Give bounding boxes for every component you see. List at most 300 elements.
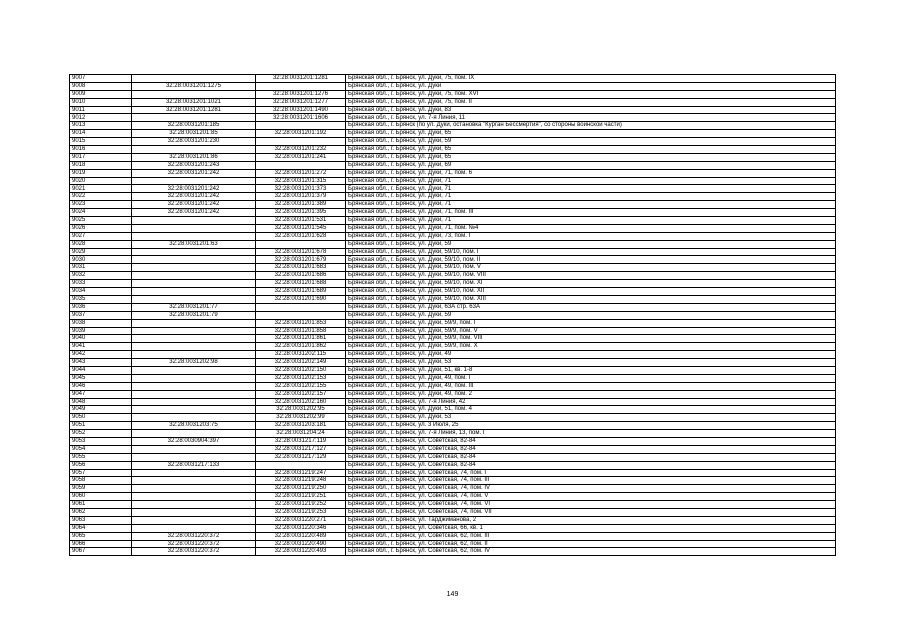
land-cadastral-number: 32:28:0031201:242 [132,169,256,177]
land-cadastral-number [132,351,256,359]
table-row [70,272,836,280]
row-number: 9010 [70,98,132,106]
land-cadastral-number [132,256,256,264]
row-number: 9043 [70,359,132,367]
table-row [70,445,836,453]
table-row [70,327,836,335]
address: Брянская обл., г. Брянск, ул. Дуки, 59/9, пом. I [346,319,836,327]
building-cadastral-number: 32:28:0031202:155 [256,382,346,390]
building-cadastral-number: 32:28:0031201:1606 [256,114,346,122]
building-cadastral-number: 32:28:0031201:395 [256,209,346,217]
table-row [70,343,836,351]
land-cadastral-number: 32:28:0030904:397 [132,437,256,445]
row-number: 9055 [70,453,132,461]
table-row [70,485,836,493]
land-cadastral-number [132,146,256,154]
address: Брянская обл., г. Брянск, ул. Дуки, 49, пом. III [346,382,836,390]
building-cadastral-number: 32:28:0031202:150 [256,366,346,374]
table-row [70,422,836,430]
land-cadastral-number: 32:28:0031220:372 [132,540,256,548]
address: Брянская обл., г. Брянск, ул. Дуки, 49 [346,351,836,359]
row-number: 9050 [70,414,132,422]
row-number: 9026 [70,224,132,232]
land-cadastral-number [132,374,256,382]
row-number: 9014 [70,130,132,138]
building-cadastral-number: 32:28:0031219:253 [256,508,346,516]
land-cadastral-number [132,248,256,256]
table-row [70,224,836,232]
address: Брянская обл., г. Брянск, ул. Дуки, 59 [346,138,836,146]
land-cadastral-number [132,327,256,335]
row-number: 9024 [70,209,132,217]
building-cadastral-number [256,82,346,90]
address: Брянская обл., г. Брянск, ул. Дуки, 59 [346,311,836,319]
table-row [70,453,836,461]
address: Брянская обл., г. Брянск, ул. Дуки, 71, пом. 6 [346,169,836,177]
address: Брянская обл., г. Брянск, ул. Советская, 74, пом. V [346,493,836,501]
table-row [70,398,836,406]
address: Брянская обл., г. Брянск, ул. Советская, 82-84 [346,445,836,453]
row-number: 9046 [70,382,132,390]
address: Брянская обл., г. Брянск, ул. 7-я Линия, 11 [346,114,836,122]
address: Брянская обл., г. Брянск, ул. Дуки, 49, пом. I [346,374,836,382]
address: Брянская обл., г. Брянск, ул. Дуки, 75, пом. IX [346,75,836,83]
land-cadastral-number: 32:28:0031201:63 [132,240,256,248]
row-number: 9034 [70,288,132,296]
row-number: 9057 [70,469,132,477]
table-row [70,130,836,138]
table-row [70,303,836,311]
address: Брянская обл., г. Брянск, ул. Дуки, 59/10, пом. I [346,248,836,256]
building-cadastral-number: 32:28:0031201:862 [256,343,346,351]
row-number: 9033 [70,280,132,288]
land-cadastral-number [132,414,256,422]
row-number: 9056 [70,461,132,469]
table-row [70,114,836,122]
address: Брянская обл., г. Брянск, ул. Дуки, 71 [346,217,836,225]
land-cadastral-number [132,366,256,374]
land-cadastral-number [132,469,256,477]
building-cadastral-number: 32:28:0031202:95 [256,406,346,414]
table-row [70,374,836,382]
address: Брянская обл., г. Брянск, ул. Дуки, 83 [346,106,836,114]
page-number: 149 [446,591,459,598]
land-cadastral-number: 32:28:0031201:185 [132,122,256,130]
address: Брянская обл., г. Брянск, ул. 7-я Линия, 13, пом. I [346,430,836,438]
row-number: 9037 [70,311,132,319]
row-number: 9012 [70,114,132,122]
table-row [70,366,836,374]
table-row [70,122,836,130]
row-number: 9030 [70,256,132,264]
building-cadastral-number: 32:28:0031201:678 [256,248,346,256]
address: Брянская обл., г. Брянск, ул. Советская, 82-84 [346,453,836,461]
building-cadastral-number: 32:28:0031201:679 [256,256,346,264]
table-row [70,106,836,114]
address: Брянская обл., г. Брянск, ул. 3 Июля, 25 [346,422,836,430]
building-cadastral-number: 32:28:0031201:853 [256,319,346,327]
building-cadastral-number: 32:28:0031203:181 [256,422,346,430]
address: Брянская обл., г. Брянск, ул. Дуки, 71 [346,177,836,185]
row-number: 9063 [70,516,132,524]
land-cadastral-number: 32:28:0031201:1021 [132,98,256,106]
table-row [70,351,836,359]
address: Брянская обл., г. Брянск, ул. Дуки, 65 [346,146,836,154]
table-row [70,161,836,169]
address: Брянская обл., г. Брянск, ул. Советская, 74, пом. VI [346,501,836,509]
table-row [70,209,836,217]
land-cadastral-number: 32:28:0031201:1275 [132,82,256,90]
land-cadastral-number [132,224,256,232]
table-row [70,311,836,319]
table-row [70,82,836,90]
address: Брянская обл., г. Брянск, ул. Тарджиманова, 2 [346,516,836,524]
address: Брянская обл., г. Брянск, ул. Советская, 62, пом. II [346,540,836,548]
row-number: 9018 [70,161,132,169]
land-cadastral-number [132,264,256,272]
row-number: 9053 [70,437,132,445]
land-cadastral-number [132,232,256,240]
address: Брянская обл., г. Брянск, ул. Советская, 82-84 [346,437,836,445]
building-cadastral-number: 32:28:0031202:157 [256,390,346,398]
building-cadastral-number [256,303,346,311]
table-row [70,493,836,501]
address: Брянская обл., г. Брянск, ул. Дуки, 53 [346,359,836,367]
table-row [70,532,836,540]
building-cadastral-number: 32:28:0031220:271 [256,516,346,524]
land-cadastral-number: 32:28:0031203:75 [132,422,256,430]
land-cadastral-number: 32:28:0031202:98 [132,359,256,367]
address: Брянская обл., г. Брянск, ул. Дуки, 75, пом. XVI [346,90,836,98]
table-row [70,524,836,532]
land-cadastral-number: 32:28:0031220:372 [132,532,256,540]
building-cadastral-number: 32:28:0031217:129 [256,453,346,461]
address: Брянская обл., г. Брянск, ул. Дуки, 59/9, пом. VIII [346,335,836,343]
row-number: 9007 [70,75,132,83]
row-number: 9038 [70,319,132,327]
land-cadastral-number [132,90,256,98]
land-cadastral-number: 32:28:0031217:133 [132,461,256,469]
building-cadastral-number: 32:28:0031202:115 [256,351,346,359]
land-cadastral-number [132,524,256,532]
building-cadastral-number: 32:28:0031220:493 [256,548,346,556]
table-row [70,319,836,327]
address: Брянская обл., г. Брянск, ул. Дуки, 69 [346,161,836,169]
row-number: 9023 [70,201,132,209]
table-row [70,461,836,469]
address: Брянская обл., г. Брянск, ул. Дуки, 71 [346,201,836,209]
building-cadastral-number: 32:28:0031201:1490 [256,106,346,114]
land-cadastral-number [132,75,256,83]
land-cadastral-number [132,382,256,390]
address: Брянская обл., г. Брянск, ул. Советская, 66, кв. 1 [346,524,836,532]
land-cadastral-number: 32:28:0031201:86 [132,153,256,161]
address: Брянская обл., г. Брянск, ул. Дуки, 73, пом. I [346,232,836,240]
row-number: 9036 [70,303,132,311]
building-cadastral-number: 32:28:0031219:248 [256,477,346,485]
table-row [70,437,836,445]
building-cadastral-number: 32:28:0031201:1281 [256,75,346,83]
row-number: 9011 [70,106,132,114]
table-row [70,406,836,414]
building-cadastral-number: 32:28:0031201:379 [256,193,346,201]
table-row [70,295,836,303]
land-cadastral-number [132,272,256,280]
address: Брянская обл., г. Брянск, ул. Дуки, 59/9, пом. X [346,343,836,351]
land-cadastral-number [132,335,256,343]
building-cadastral-number: 32:28:0031201:545 [256,224,346,232]
building-cadastral-number: 32:28:0031201:241 [256,153,346,161]
table-row [70,240,836,248]
land-cadastral-number [132,445,256,453]
address: Брянская обл., г. Брянск, ул. Дуки, 59/9, пом. V [346,327,836,335]
row-number: 9049 [70,406,132,414]
building-cadastral-number: 32:28:0031201:373 [256,185,346,193]
row-number: 9065 [70,532,132,540]
address: Брянская обл., г. Брянск, ул. Советская, 62, пом. III [346,532,836,540]
address: Брянская обл., г. Брянск, ул. Дуки [346,82,836,90]
building-cadastral-number: 32:28:0031201:690 [256,295,346,303]
row-number: 9022 [70,193,132,201]
building-cadastral-number: 32:28:0031220:489 [256,532,346,540]
building-cadastral-number: 32:28:0031201:315 [256,177,346,185]
land-cadastral-number: 32:28:0031201:79 [132,311,256,319]
address: Брянская обл., г. Брянск, ул. Дуки, 53 [346,414,836,422]
building-cadastral-number: 32:28:0031201:192 [256,130,346,138]
building-cadastral-number: 32:28:0031204:24 [256,430,346,438]
address: Брянская обл., г. Брянск, ул. Советская, 74, пом. IV [346,485,836,493]
table-row [70,232,836,240]
land-cadastral-number [132,477,256,485]
address: Брянская обл., г. Брянск, ул. Дуки, 51, кв. 1-8 [346,366,836,374]
table-row [70,501,836,509]
table-row [70,280,836,288]
row-number: 9062 [70,508,132,516]
land-cadastral-number [132,516,256,524]
row-number: 9008 [70,82,132,90]
land-cadastral-number [132,343,256,351]
row-number: 9031 [70,264,132,272]
land-cadastral-number: 32:28:0031201:242 [132,193,256,201]
building-cadastral-number: 32:28:0031219:252 [256,501,346,509]
address: Брянская обл., г. Брянск, ул. Дуки, 71 [346,193,836,201]
address: Брянская обл., г. Брянск, ул. Дуки, 51, пом. 4 [346,406,836,414]
row-number: 9059 [70,485,132,493]
table-row [70,146,836,154]
building-cadastral-number: 32:28:0031201:628 [256,232,346,240]
table-row [70,138,836,146]
land-cadastral-number [132,390,256,398]
land-cadastral-number: 32:28:0031220:372 [132,548,256,556]
table-row [70,382,836,390]
building-cadastral-number: 32:28:0031220:490 [256,540,346,548]
registry-table-body [70,75,836,556]
building-cadastral-number [256,161,346,169]
table-row [70,201,836,209]
table-row [70,98,836,106]
land-cadastral-number [132,508,256,516]
table-row [70,169,836,177]
row-number: 9032 [70,272,132,280]
land-cadastral-number [132,295,256,303]
table-row [70,264,836,272]
building-cadastral-number [256,461,346,469]
building-cadastral-number: 32:28:0031201:683 [256,264,346,272]
table-row [70,90,836,98]
land-cadastral-number [132,288,256,296]
row-number: 9064 [70,524,132,532]
land-cadastral-number [132,398,256,406]
address: Брянская обл., г. Брянск, ул. Советская, 74, пом. I [346,469,836,477]
address: Брянская обл., г. Брянск, ул. Дуки, 71 [346,185,836,193]
land-cadastral-number: 32:28:0031201:85 [132,130,256,138]
building-cadastral-number: 32:28:0031219:251 [256,493,346,501]
building-cadastral-number: 32:28:0031201:272 [256,169,346,177]
address: Брянская обл., г. Брянск (по ул. Дуки, остановка "Курган Бессмертия", со стороны воинской части) [346,122,836,130]
row-number: 9051 [70,422,132,430]
land-cadastral-number: 32:28:0031201:242 [132,201,256,209]
address: Брянская обл., г. Брянск, ул. Дуки, 59/10, пом. II [346,256,836,264]
land-cadastral-number [132,485,256,493]
row-number: 9027 [70,232,132,240]
table-row [70,430,836,438]
table-row [70,248,836,256]
building-cadastral-number: 32:28:0031217:127 [256,445,346,453]
address: Брянская обл., г. Брянск, ул. Дуки, 63А стр. 63А [346,303,836,311]
building-cadastral-number [256,240,346,248]
row-number: 9029 [70,248,132,256]
land-cadastral-number [132,217,256,225]
row-number: 9017 [70,153,132,161]
land-cadastral-number: 32:28:0031201:243 [132,161,256,169]
building-cadastral-number: 32:28:0031201:1277 [256,98,346,106]
row-number: 9048 [70,398,132,406]
building-cadastral-number: 32:28:0031219:250 [256,485,346,493]
building-cadastral-number: 32:28:0031201:686 [256,272,346,280]
address: Брянская обл., г. Брянск, ул. Дуки, 49, пом. 2 [346,390,836,398]
building-cadastral-number: 32:28:0031201:531 [256,217,346,225]
building-cadastral-number: 32:28:0031202:149 [256,359,346,367]
row-number: 9025 [70,217,132,225]
table-row [70,359,836,367]
table-row [70,540,836,548]
address: Брянская обл., г. Брянск, ул. Дуки, 65 [346,130,836,138]
building-cadastral-number: 32:28:0031219:247 [256,469,346,477]
land-cadastral-number [132,114,256,122]
land-cadastral-number: 32:28:0031201:230 [132,138,256,146]
building-cadastral-number: 32:28:0031201:858 [256,327,346,335]
building-cadastral-number: 32:28:0031201:389 [256,201,346,209]
building-cadastral-number: 32:28:0031201:232 [256,146,346,154]
registry-table [69,74,836,556]
row-number: 9047 [70,390,132,398]
address: Брянская обл., г. Брянск, ул. Советская, 62, пом. IV [346,548,836,556]
address: Брянская обл., г. Брянск, ул. Дуки, 59/10, пом. V [346,264,836,272]
building-cadastral-number: 32:28:0031220:346 [256,524,346,532]
row-number: 9013 [70,122,132,130]
row-number: 9042 [70,351,132,359]
land-cadastral-number [132,453,256,461]
building-cadastral-number: 32:28:0031202:160 [256,398,346,406]
row-number: 9060 [70,493,132,501]
row-number: 9066 [70,540,132,548]
row-number: 9039 [70,327,132,335]
table-row [70,193,836,201]
address: Брянская обл., г. Брянск, ул. Советская, 74, пом. VII [346,508,836,516]
address: Брянская обл., г. Брянск, ул. Дуки, 65 [346,153,836,161]
land-cadastral-number [132,406,256,414]
address: Брянская обл., г. Брянск, ул. Дуки, 59/10, пом. XI [346,280,836,288]
row-number: 9035 [70,295,132,303]
row-number: 9016 [70,146,132,154]
address: Брянская обл., г. Брянск, ул. 7-я Линия, 42 [346,398,836,406]
table-row [70,516,836,524]
building-cadastral-number: 32:28:0031201:861 [256,335,346,343]
row-number: 9052 [70,430,132,438]
land-cadastral-number: 32:28:0031201:77 [132,303,256,311]
table-row [70,177,836,185]
land-cadastral-number: 32:28:0031201:242 [132,185,256,193]
address: Брянская обл., г. Брянск, ул. Дуки, 59/10, пом. VIII [346,272,836,280]
table-row [70,477,836,485]
building-cadastral-number [256,138,346,146]
address: Брянская обл., г. Брянск, ул. Дуки, 59/10, пом. XII [346,288,836,296]
row-number: 9041 [70,343,132,351]
land-cadastral-number [132,280,256,288]
address: Брянская обл., г. Брянск, ул. Дуки, 71, пом. №4 [346,224,836,232]
table-row [70,217,836,225]
building-cadastral-number: 32:28:0031202:153 [256,374,346,382]
table-row [70,75,836,83]
row-number: 9061 [70,501,132,509]
address: Брянская обл., г. Брянск, ул. Дуки, 59 [346,240,836,248]
land-cadastral-number [132,430,256,438]
table-row [70,335,836,343]
building-cadastral-number: 32:28:0031217:119 [256,437,346,445]
building-cadastral-number: 32:28:0031202:99 [256,414,346,422]
table-row [70,185,836,193]
building-cadastral-number: 32:28:0031201:688 [256,280,346,288]
table-row [70,288,836,296]
land-cadastral-number [132,177,256,185]
table-row [70,414,836,422]
address: Брянская обл., г. Брянск, ул. Советская, 74, пом. III [346,477,836,485]
row-number: 9020 [70,177,132,185]
building-cadastral-number [256,122,346,130]
building-cadastral-number: 32:28:0031201:1276 [256,90,346,98]
table-row [70,390,836,398]
address: Брянская обл., г. Брянск, ул. Дуки, 71, пом. III [346,209,836,217]
address: Брянская обл., г. Брянск, ул. Дуки, 75, пом. II [346,98,836,106]
row-number: 9044 [70,366,132,374]
land-cadastral-number: 32:28:0031201:242 [132,209,256,217]
row-number: 9058 [70,477,132,485]
row-number: 9015 [70,138,132,146]
row-number: 9054 [70,445,132,453]
row-number: 9019 [70,169,132,177]
table-row [70,548,836,556]
row-number: 9009 [70,90,132,98]
row-number: 9028 [70,240,132,248]
building-cadastral-number [256,311,346,319]
table-row [70,469,836,477]
land-cadastral-number [132,493,256,501]
land-cadastral-number [132,501,256,509]
row-number: 9040 [70,335,132,343]
table-row [70,153,836,161]
land-cadastral-number: 32:28:0031201:1281 [132,106,256,114]
address: Брянская обл., г. Брянск, ул. Дуки, 59/10, пом. XIII [346,295,836,303]
